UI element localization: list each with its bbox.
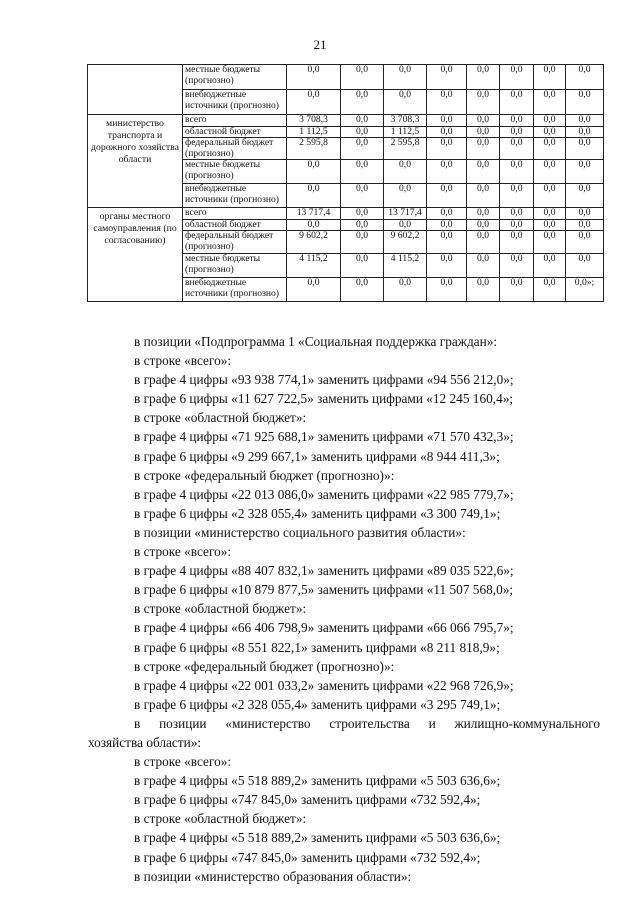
value-cell: 0,0 [500,126,534,138]
paragraph: в строке «всего»: [134,353,232,369]
value-cell: 0,0 [341,65,384,90]
value-cell: 0,0 [384,90,427,115]
value-cell: 0,0 [341,184,384,208]
value-cell: 0,0 [384,160,427,184]
value-cell: 0,0 [341,90,384,115]
value-cell: 0,0 [566,231,604,254]
value-cell: 0,0 [287,90,341,115]
value-cell: 0,0 [500,138,534,160]
value-cell: 0,0 [566,184,604,208]
paragraph: в строке «всего»: [134,544,232,560]
paragraph: в графе 4 цифры «22 001 033,2» заменить цифрами «22 968 726,9»; [134,677,514,693]
value-cell: 0,0 [467,219,500,231]
value-cell: 0,0 [467,254,500,278]
paragraph: в позиции «Подпрограмма 1 «Социальная поддержка граждан»: [134,334,498,349]
value-cell: 0,0 [500,208,534,220]
value-cell: 4 115,2 [384,254,427,278]
value-cell: 0,0 [341,126,384,138]
value-cell: 0,0 [534,219,566,231]
value-cell: 0,0 [500,219,534,231]
value-cell: 0,0 [467,278,500,302]
value-cell: 0,0 [427,90,467,115]
paragraph: в строке «всего»: [134,754,232,770]
paragraph: в строке «областной бюджет»: [134,410,307,426]
funding-source-cell: всего [183,115,287,127]
value-cell: 0,0 [341,115,384,127]
paragraph: в графе 6 цифры «11 627 722,5» заменить цифрами «12 245 160,4»; [134,391,514,407]
value-cell: 0,0 [534,126,566,138]
paragraph: в графе 4 цифры «22 013 086,0» заменить цифрами «22 985 779,7»; [134,486,514,502]
value-cell: 0,0 [534,278,566,302]
responsible-org-cell: органы местного самоуправления (по согласованию) [88,208,183,302]
value-cell: 0,0 [534,208,566,220]
value-cell: 0,0 [534,90,566,115]
funding-source-cell: местные бюджеты (прогнозно) [183,65,287,90]
paragraph: в графе 4 цифры «88 407 832,1» заменить цифрами «89 035 522,6»; [134,563,514,579]
value-cell: 0,0 [384,219,427,231]
value-cell: 0,0 [427,138,467,160]
value-cell: 3 708,3 [287,115,341,127]
value-cell: 1 112,5 [287,126,341,138]
value-cell: 0,0 [427,208,467,220]
paragraph: в позиции «министерство строительства и жилищно-коммунального [134,715,600,731]
value-cell: 0,0 [341,160,384,184]
paragraph: в строке «областной бюджет»: [134,811,307,827]
funding-source-cell: федеральный бюджет (прогнозно) [183,231,287,254]
value-cell: 0,0 [341,278,384,302]
paragraph: в графе 6 цифры «2 328 055,4» заменить цифрами «3 295 749,1»; [134,696,501,712]
value-cell: 0,0 [500,254,534,278]
value-cell: 0,0 [287,219,341,231]
value-cell: 0,0 [467,208,500,220]
paragraph: в графе 6 цифры «8 551 822,1» заменить цифрами «8 211 818,9»; [134,639,500,655]
value-cell: 0,0 [500,90,534,115]
value-cell: 13 717,4 [384,208,427,220]
value-cell: 0,0 [467,65,500,90]
value-cell: 0,0»; [566,278,604,302]
value-cell: 0,0 [566,126,604,138]
value-cell: 0,0 [467,231,500,254]
value-cell: 0,0 [534,138,566,160]
paragraph: в графе 4 цифры «71 925 688,1» заменить цифрами «71 570 432,3»; [134,429,514,445]
value-cell: 13 717,4 [287,208,341,220]
value-cell: 0,0 [467,115,500,127]
value-cell: 0,0 [287,160,341,184]
value-cell: 0,0 [566,65,604,90]
value-cell: 0,0 [467,160,500,184]
funding-source-cell: внебюджетные источники (прогнозно) [183,278,287,302]
value-cell: 0,0 [467,184,500,208]
value-cell: 3 708,3 [384,115,427,127]
value-cell: 0,0 [427,184,467,208]
table-row [88,65,604,90]
funding-source-cell: внебюджетные источники (прогнозно) [183,184,287,208]
value-cell: 0,0 [534,65,566,90]
value-cell: 4 115,2 [287,254,341,278]
table-row [88,115,604,127]
value-cell: 0,0 [566,208,604,220]
paragraph: в строке «областной бюджет»: [134,601,307,617]
value-cell: 0,0 [341,231,384,254]
value-cell: 0,0 [384,184,427,208]
value-cell: 0,0 [534,160,566,184]
paragraph: в графе 6 цифры «10 879 877,5» заменить цифрами «11 507 568,0»; [134,582,514,598]
value-cell: 0,0 [500,65,534,90]
value-cell: 0,0 [384,65,427,90]
value-cell: 0,0 [566,254,604,278]
funding-source-cell: областной бюджет [183,219,287,231]
paragraph: в графе 6 цифры «2 328 055,4» заменить цифрами «3 300 749,1»; [134,505,501,521]
paragraph: в позиции «министерство образования области»: [134,868,412,884]
value-cell: 0,0 [427,231,467,254]
value-cell: 0,0 [427,65,467,90]
value-cell: 0,0 [384,278,427,302]
value-cell: 2 595,8 [384,138,427,160]
value-cell: 0,0 [534,115,566,127]
value-cell: 0,0 [467,126,500,138]
paragraph: в графе 4 цифры «5 518 889,2» заменить цифрами «5 503 636,6»; [134,773,501,789]
value-cell: 0,0 [534,231,566,254]
value-cell: 1 112,5 [384,126,427,138]
responsible-org-cell [88,65,183,115]
value-cell: 0,0 [341,219,384,231]
paragraph: в графе 4 цифры «66 406 798,9» заменить цифрами «66 066 795,7»; [134,620,514,636]
value-cell: 2 595,8 [287,138,341,160]
value-cell: 0,0 [427,126,467,138]
value-cell: 0,0 [566,160,604,184]
value-cell: 0,0 [566,138,604,160]
value-cell: 0,0 [427,160,467,184]
value-cell: 0,0 [341,138,384,160]
value-cell: 0,0 [467,90,500,115]
paragraph: в строке «федеральный бюджет (прогнозно)»: [134,658,395,674]
value-cell: 9 602,2 [384,231,427,254]
value-cell: 0,0 [467,138,500,160]
amendment-text [88,332,600,886]
funding-source-cell: внебюджетные источники (прогнозно) [183,90,287,115]
value-cell: 0,0 [500,231,534,254]
value-cell: 0,0 [534,184,566,208]
responsible-org-cell: министерство транспорта и дорожного хозяйства области [88,115,183,208]
value-cell: 0,0 [427,278,467,302]
paragraph: в графе 4 цифры «5 518 889,2» заменить цифрами «5 503 636,6»; [134,830,501,846]
value-cell: 0,0 [500,115,534,127]
paragraph: в графе 6 цифры «9 299 667,1» заменить цифрами «8 944 411,3»; [134,448,500,464]
value-cell: 9 602,2 [287,231,341,254]
value-cell: 0,0 [500,184,534,208]
value-cell: 0,0 [287,184,341,208]
funding-source-cell: всего [183,208,287,220]
value-cell: 0,0 [287,278,341,302]
value-cell: 0,0 [341,254,384,278]
value-cell: 0,0 [341,208,384,220]
paragraph: в графе 6 цифры «747 845,0» заменить цифрами «732 592,4»; [134,849,481,865]
paragraph: в позиции «министерство социального развития области»: [134,524,466,540]
paragraph: в графе 6 цифры «747 845,0» заменить цифрами «732 592,4»; [134,792,481,808]
funding-source-cell: федеральный бюджет (прогнозно) [183,138,287,160]
funding-source-cell: областной бюджет [183,126,287,138]
value-cell: 0,0 [534,254,566,278]
paragraph: хозяйства области»: [88,734,202,750]
page-number: 21 [313,37,327,52]
value-cell: 0,0 [500,278,534,302]
value-cell: 0,0 [287,65,341,90]
value-cell: 0,0 [427,115,467,127]
paragraph: в графе 4 цифры «93 938 774,1» заменить цифрами «94 556 212,0»; [134,372,514,388]
value-cell: 0,0 [427,254,467,278]
funding-source-cell: местные бюджеты (прогнозно) [183,160,287,184]
paragraph: в строке «федеральный бюджет (прогнозно)»: [134,467,395,483]
value-cell: 0,0 [566,90,604,115]
value-cell: 0,0 [566,219,604,231]
value-cell: 0,0 [427,219,467,231]
value-cell: 0,0 [500,160,534,184]
budget-table [87,64,604,302]
funding-source-cell: местные бюджеты (прогнозно) [183,254,287,278]
value-cell: 0,0 [566,115,604,127]
table-row [88,208,604,220]
